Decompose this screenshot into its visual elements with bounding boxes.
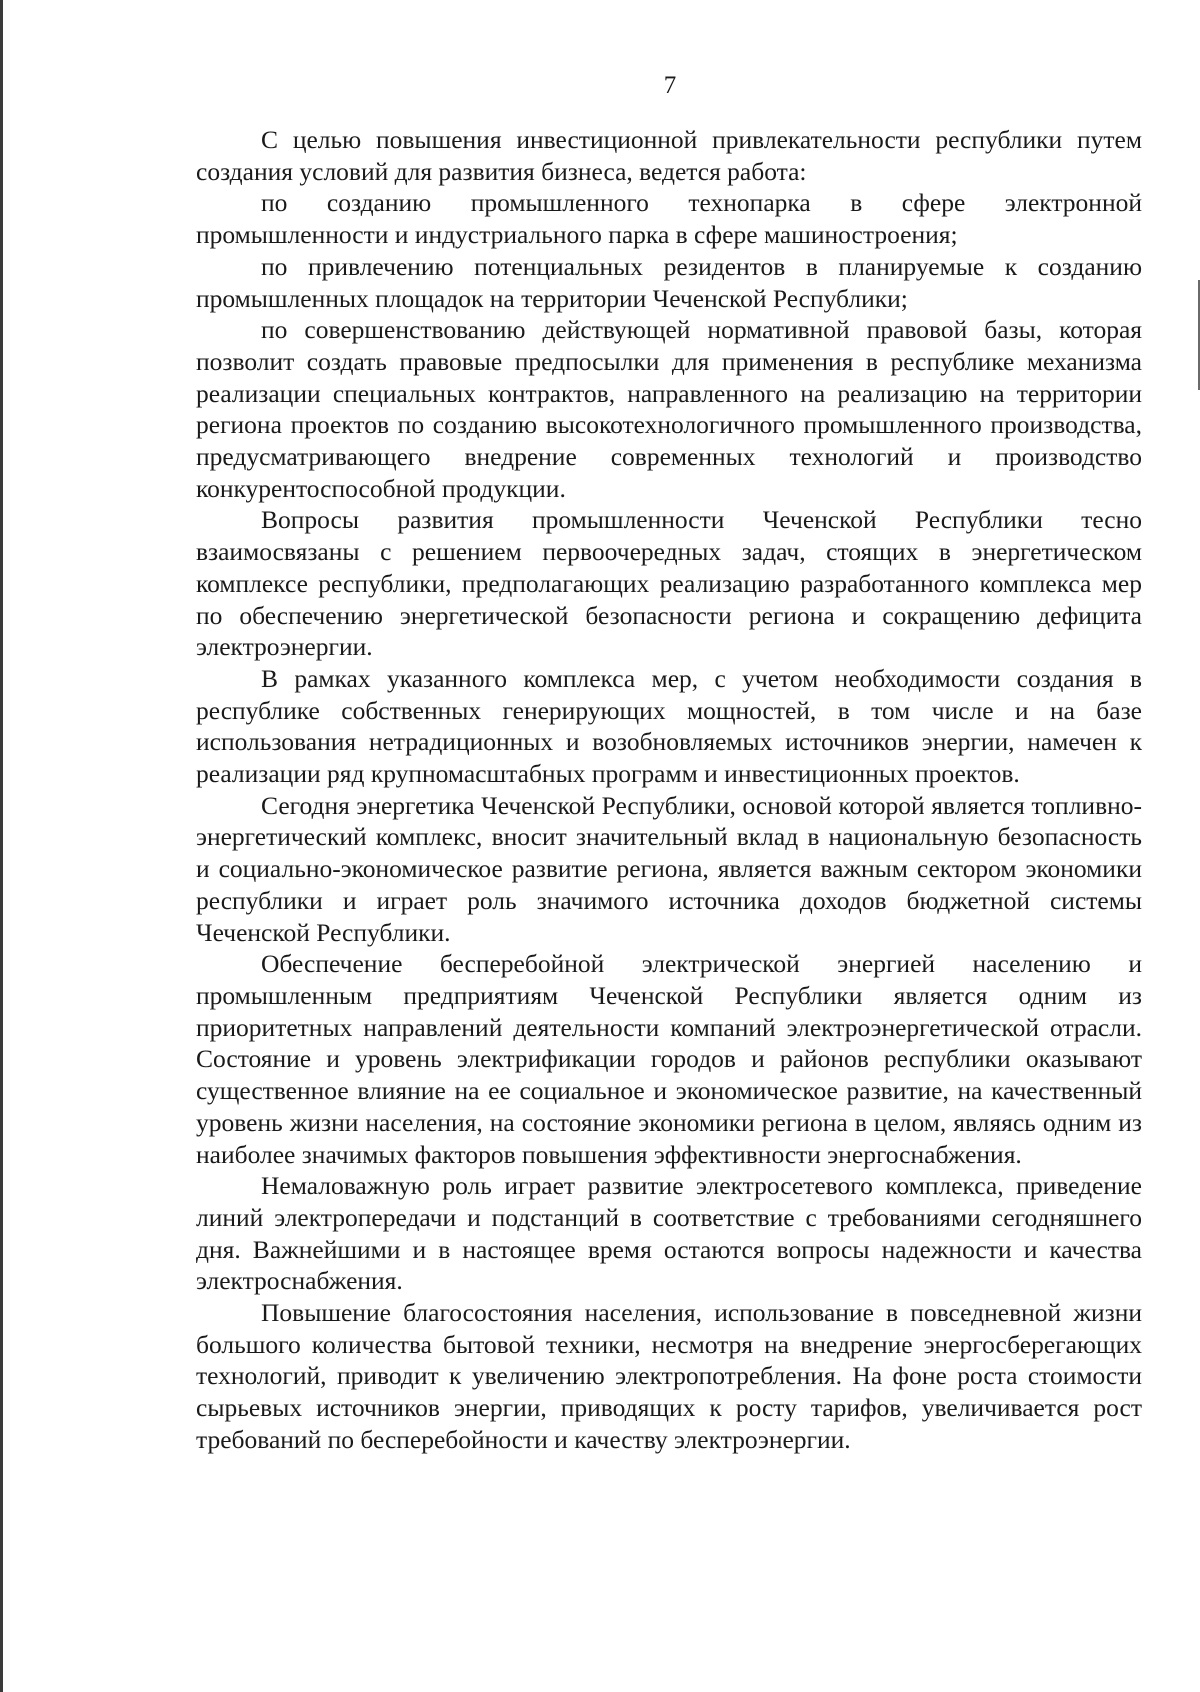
paragraph-residents: по привлечению потенциальных резидентов в планируемые к созданию промышленных площадок на территории Чеченской Республики; xyxy=(196,251,1142,313)
paragraph-consumption-growth: Повышение благосостояния населения, использование в повседневной жизни большого количества бытовой техники, несмотря на внедрение энергосберегающих технологий, приводит к увеличению электропотребления. На фоне роста стоимости сырьевых источников энергии, приводящих к росту тарифов, увеличивается рост требований по бесперебойности и качеству электроэнергии. xyxy=(196,1298,1142,1454)
paragraph-power-supply: Обеспечение бесперебойной электрической энергией населению и промышленным предприятиям Чеченской Республики является одним из приоритетных направлений деятельности компаний электроэнергетической отрасли. Состояние и уровень электрификации городов и районов республики оказывают существенное влияние на ее социальное и экономическое развитие, на качественный уровень жизни населения, на состояние экономики региона в целом, являясь одним из наиболее значимых факторов повышения эффективности энергоснабжения. xyxy=(196,949,1142,1169)
page-number: 7 xyxy=(663,72,677,99)
paragraph-generating-capacity: В рамках указанного комплекса мер, с учетом необходимости создания в республике собственных генерирующих мощностей, в том числе и на базе использования нетрадиционных и возобновляемых источников энергии, намечен к реализации ряд крупномасштабных программ и инвестиционных проектов. xyxy=(196,663,1142,789)
paragraph-legal-framework: по совершенствованию действующей нормативной правовой базы, которая позволит создать правовые предпосылки для применения в республике механизма реализации специальных контрактов, направленного на реализацию на территории региона проектов по созданию высокотехнологичного промышленного производства, предусматривающего внедрение современных технологий и производство конкурентоспособной продукции. xyxy=(196,315,1142,503)
paragraph-technopark: по созданию промышленного технопарка в сфере электронной промышленности и индустриального парка в сфере машиностроения; xyxy=(196,188,1142,250)
paragraph-grid-complex: Немаловажную роль играет развитие электросетевого комплекса, приведение линий электропередачи и подстанций в соответствие с требованиями сегодняшнего дня. Важнейшими и в настоящее время остаются вопросы надежности и качества электроснабжения. xyxy=(196,1171,1142,1296)
paragraph-industry-energy: Вопросы развития промышленности Чеченской Республики тесно взаимосвязаны с решением первоочередных задач, стоящих в энергетическом комплексе республики, предполагающих реализацию разработанного комплекса мер по обеспечению энергетической безопасности региона и сокращению дефицита электроэнергии. xyxy=(196,505,1142,662)
paragraph-energy-sector: Сегодня энергетика Чеченской Республики, основой которой является топливно-энергетический комплекс, вносит значительный вклад в национальную безопасность и социально-экономическое развитие региона, является важным сектором экономики республики и играет роль значимого источника доходов бюджетной системы Чеченской Республики. xyxy=(196,790,1142,947)
document-body xyxy=(196,124,1142,1456)
paragraph-investment-attractiveness: С целью повышения инвестиционной привлекательности республики путем создания условий для развития бизнеса, ведется работа: xyxy=(196,125,1142,186)
scan-edge-left xyxy=(0,0,3,1692)
